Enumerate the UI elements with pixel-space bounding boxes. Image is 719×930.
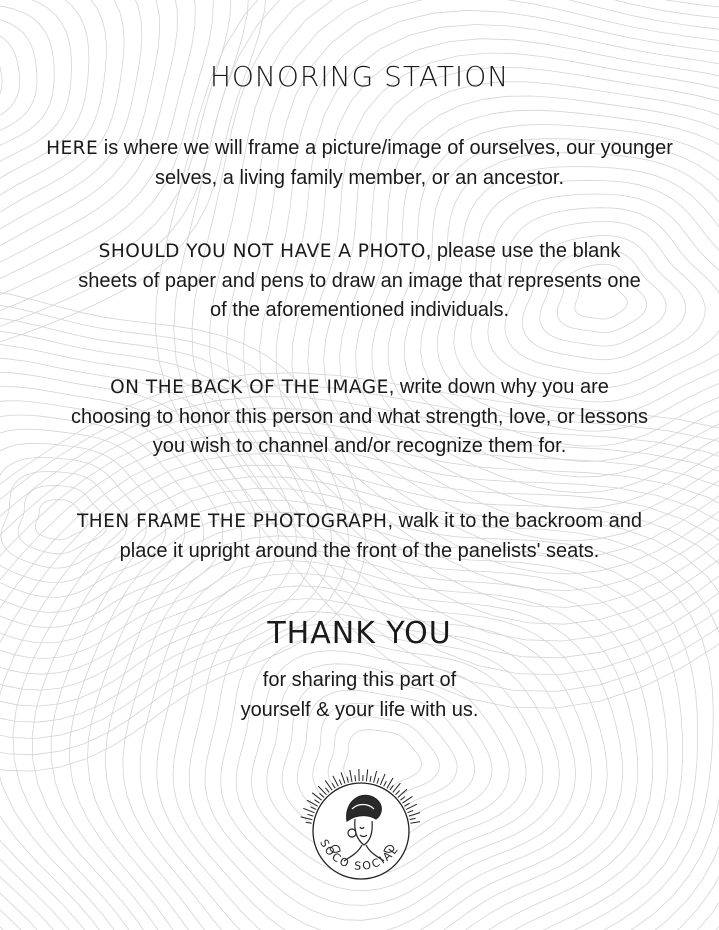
page-title: HONORING STATION [209, 60, 510, 93]
thank-you-heading: THANK YOU [267, 616, 452, 651]
sun-ray [370, 776, 371, 782]
sun-ray [410, 821, 420, 823]
sun-ray [374, 771, 377, 783]
sun-ray [409, 813, 420, 817]
sun-ray [377, 778, 379, 784]
paragraph-frame-photograph [60, 507, 659, 566]
paragraph-lead: THEN FRAME THE PHOTOGRAPH [76, 511, 388, 532]
logo-text: SOCO SOCIAL [317, 837, 402, 873]
sun-ray [408, 811, 414, 813]
sun-ray [315, 800, 320, 803]
paragraph-text: , walk it to the backroom and place it upright around the front of the panelists' seats. [119, 510, 643, 562]
sun-ray [341, 772, 345, 783]
paragraph-lead: SHOULD YOU NOT HAVE A PHOTO [98, 241, 426, 262]
sun-ray [410, 818, 416, 819]
sun-ray [396, 791, 400, 795]
sun-ray [366, 769, 367, 781]
sun-ray [339, 779, 341, 785]
thank-you-line-2: yourself & your life with us. [240, 699, 479, 721]
sun-ray [320, 793, 325, 797]
sun-ray [406, 804, 417, 809]
paragraph-here [40, 134, 679, 193]
sun-ray [347, 777, 349, 783]
sun-ray [303, 808, 314, 812]
thank-you-line-1: for sharing this part of [262, 669, 457, 691]
paragraph-text: is where we will frame a picture/image of ourselves, our younger selves, a living family member, or an ancestor. [98, 137, 673, 189]
sun-ray [384, 781, 387, 786]
contour-line [0, 0, 142, 257]
sun-ray [332, 783, 335, 788]
paragraph-back-of-image [70, 373, 649, 462]
sun-ray [390, 785, 394, 790]
contour-line [192, 0, 719, 675]
sun-ray [350, 770, 352, 782]
sun-ray [325, 788, 329, 793]
sun-ray [400, 797, 405, 801]
paragraph-no-photo [75, 237, 644, 326]
sun-ray [404, 803, 409, 806]
paragraph-lead: ON THE BACK OF THE IMAGE [110, 377, 389, 398]
paragraph-text: , write down why you are choosing to honor this person and what strength, love, or lessons you wish to channel and/or recognize them for. [70, 376, 648, 457]
paragraph-text: , please use the blank sheets of paper and pens to draw an image that represents one of the aforementioned individuals. [78, 240, 641, 321]
sun-ray [311, 807, 316, 810]
sun-ray [380, 774, 385, 785]
paragraph-lead: HERE [46, 138, 99, 159]
sun-ray [308, 814, 314, 816]
sun-ray [306, 822, 312, 823]
sun-ray [301, 817, 313, 820]
soco-social-logo [300, 763, 420, 893]
sun-ray [355, 775, 356, 781]
sun-ray [333, 776, 338, 787]
